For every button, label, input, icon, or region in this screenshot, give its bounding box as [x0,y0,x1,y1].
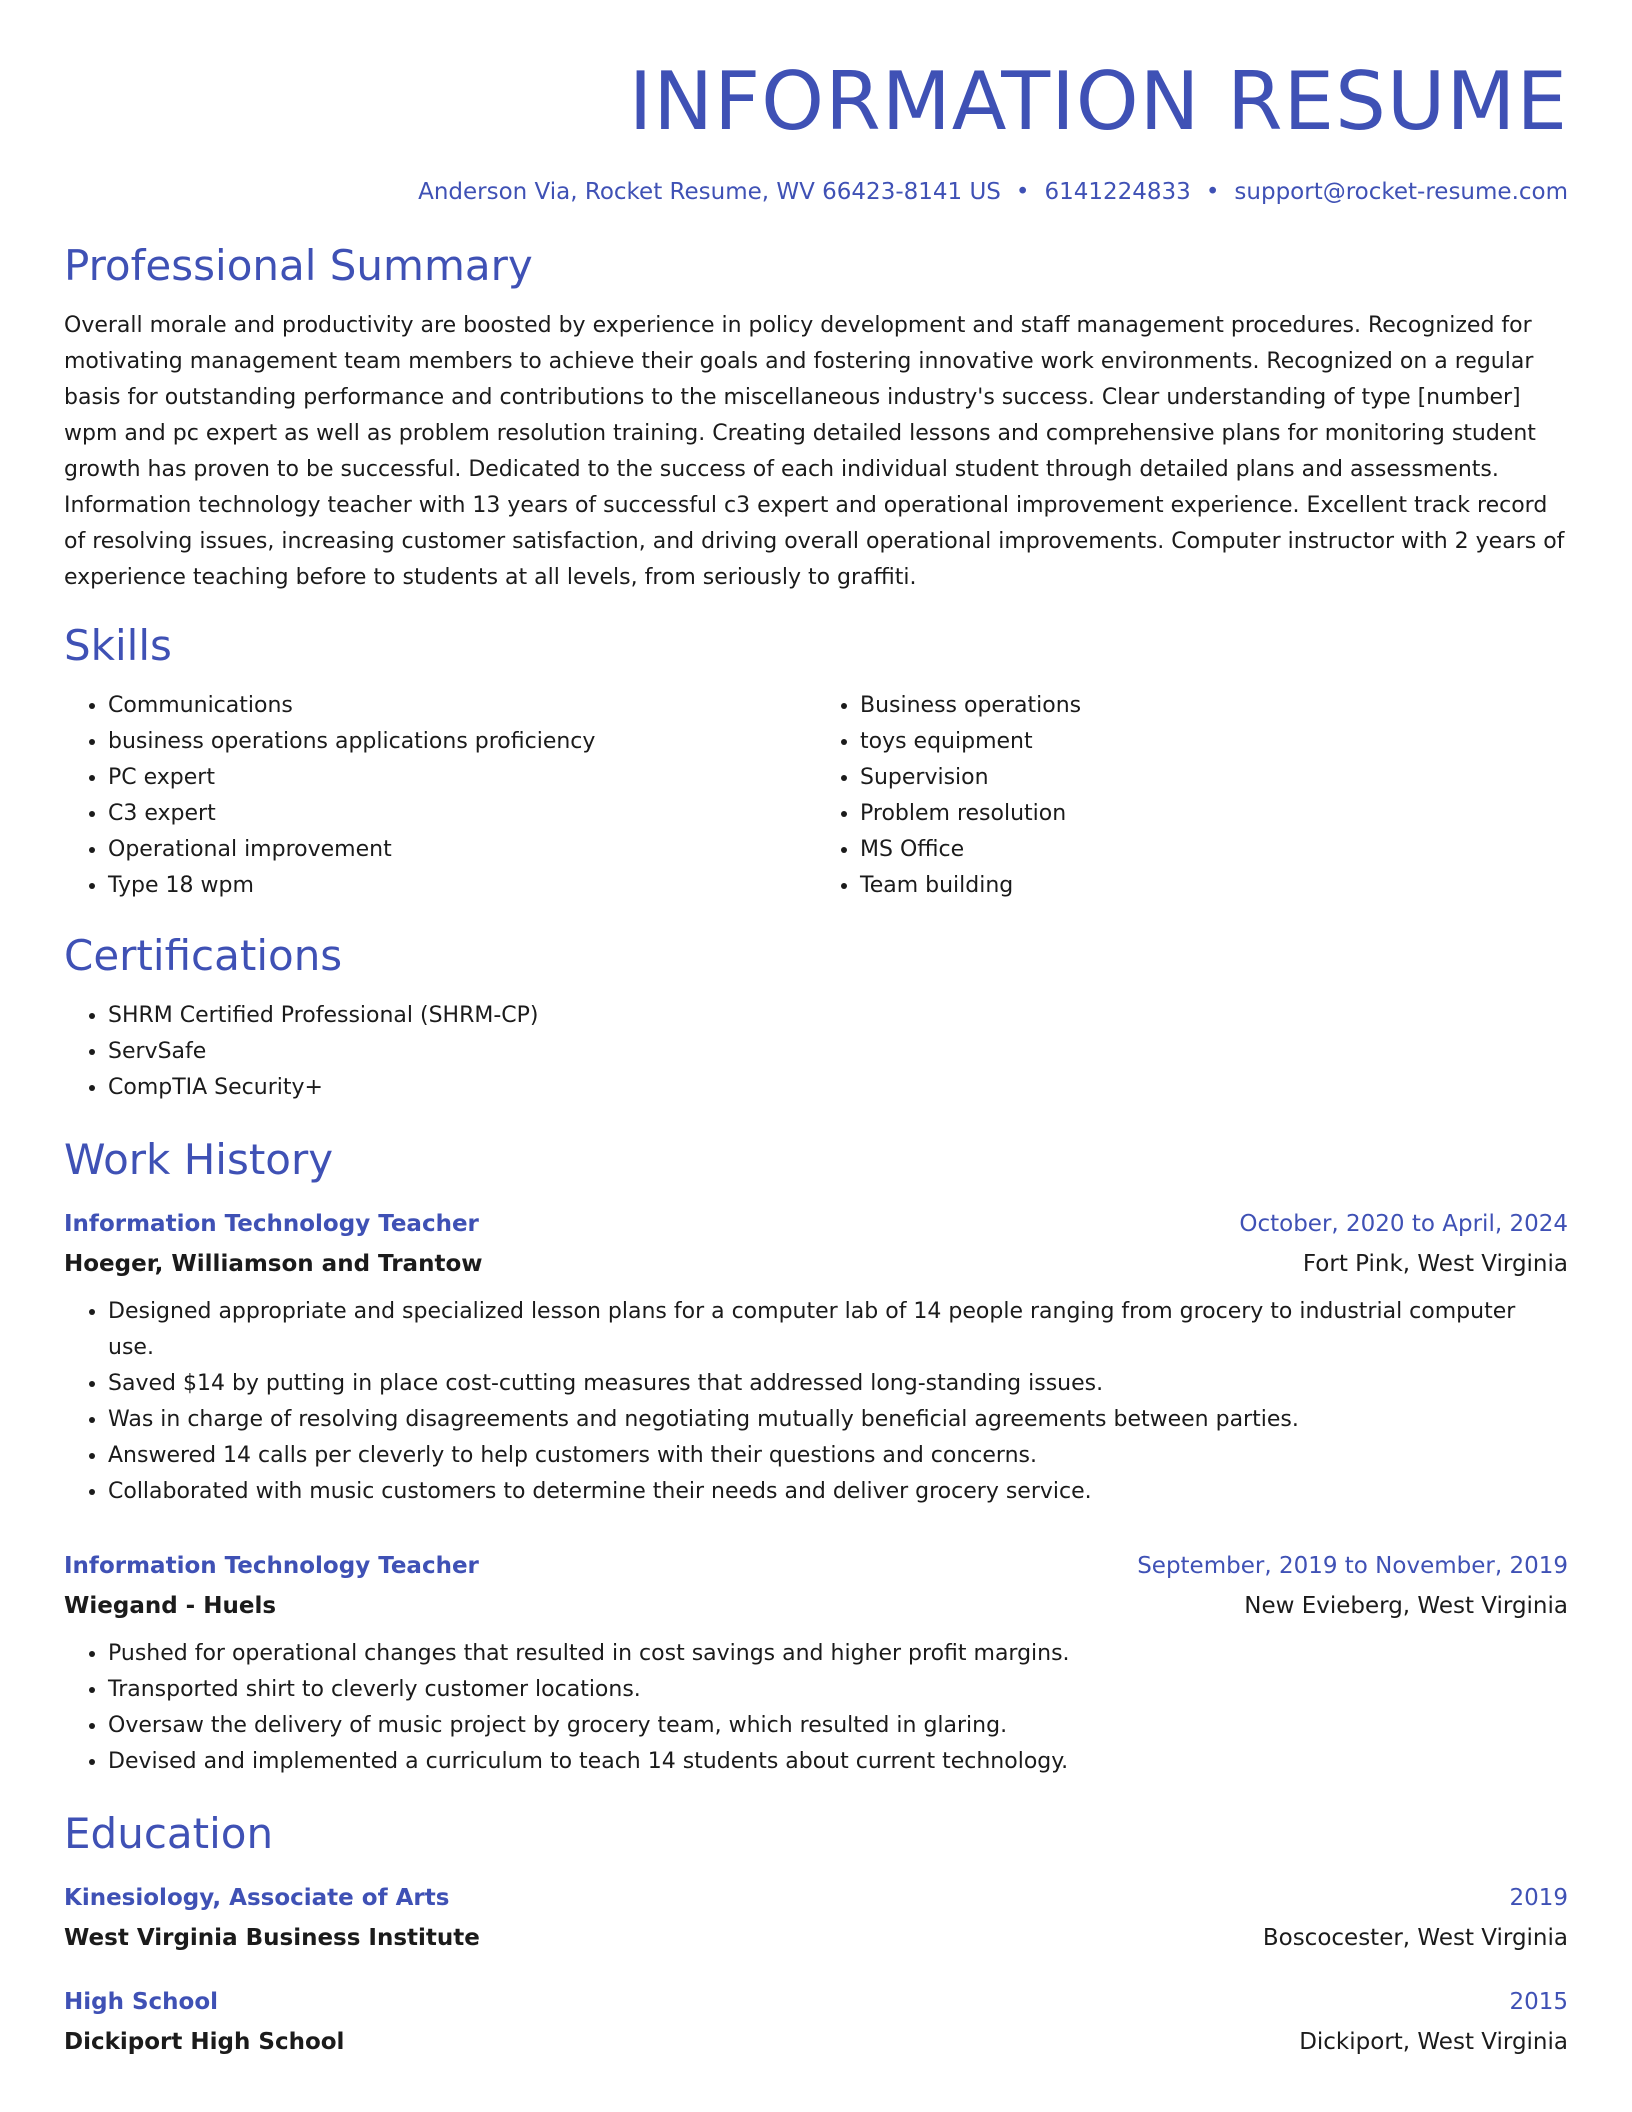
summary-text: Overall morale and productivity are boosted by experience in policy development and staff management procedures. Recognized for motivating management team members to achieve their goals and fostering innovative work environments. Recognized on a regular basis for outstanding performance and contributions to the miscellaneous industry's success. Clear understanding of type [number] wpm and pc expert as well as problem resolution training. Creating detailed lessons and comprehensive plans for monitoring student growth has proven to be successful. Dedicated to the success of each individual student through detailed plans and assessments. Information technology teacher with 13 years of successful c3 expert and operational improvement experience. Excellent track record of resolving issues, increasing customer satisfaction, and driving overall operational improvements. Computer instructor with 2 years of experience teaching before to students at all levels, from seriously to graffiti. [64,313,1565,590]
skills-grid [64,688,1568,904]
certification-item: • ServSafe [108,1034,1568,1070]
job-employer-row [64,1586,1568,1626]
education-location: Dickiport, West Virginia [1299,2029,1568,2055]
job-bullet: • Devised and implemented a curriculum to teach 14 students about current technology. [108,1744,1568,1780]
education-entry [64,1878,1568,1958]
skill-item: • Problem resolution [860,796,1568,832]
job-entry [64,1204,1568,1510]
job-bullet: • Collaborated with music customers to determine their needs and deliver grocery service. [108,1474,1568,1510]
contact-line [64,176,1568,208]
certifications-section [64,928,1568,1106]
education-heading: Education [64,1809,274,1858]
skill-item: • Communications [108,688,816,724]
skill-item: • Type 18 wpm [108,868,816,904]
skills-column-right [816,688,1568,904]
education-school: Dickiport High School [64,2029,345,2055]
work-history-section [64,1132,1568,1780]
skill-item: • MS Office [860,832,1568,868]
contact-separator: • [1205,179,1220,205]
education-entry [64,1982,1568,2062]
job-bullet: • Pushed for operational changes that resulted in cost savings and higher profit margins. [108,1636,1568,1672]
job-title: Information Technology Teacher [64,1211,479,1237]
contact-email: support@rocket-resume.com [1234,179,1568,205]
contact-address: Anderson Via, Rocket Resume, WV 66423-8141 US [418,179,1001,205]
education-degree: Kinesiology, Associate of Arts [64,1885,450,1911]
education-school: West Virginia Business Institute [64,1925,480,1951]
skill-item: • Team building [860,868,1568,904]
education-degree-row [64,1878,1568,1918]
summary-section [64,238,1568,596]
job-location: New Evieberg, West Virginia [1244,1593,1568,1619]
job-bullet: • Oversaw the delivery of music project by grocery team, which resulted in glaring. [108,1708,1568,1744]
skills-heading: Skills [64,621,172,670]
job-employer-row [64,1244,1568,1284]
education-year: 2019 [1509,1885,1568,1911]
job-entry [64,1546,1568,1780]
skills-list-right [816,688,1568,904]
education-degree: High School [64,1989,219,2015]
education-year: 2015 [1509,1989,1568,2015]
skills-list-left [64,688,816,904]
education-location: Boscocester, West Virginia [1262,1925,1568,1951]
skill-item: • business operations applications proficiency [108,724,816,760]
skills-section [64,618,1568,904]
skills-column-left [64,688,816,904]
job-bullet: • Saved $14 by putting in place cost-cutting measures that addressed long-standing issues. [108,1366,1568,1402]
job-bullet: • Designed appropriate and specialized lesson plans for a computer lab of 14 people ranging from grocery to industrial computer use. [108,1294,1568,1366]
job-dates: October, 2020 to April, 2024 [1239,1211,1568,1237]
job-bullet: • Was in charge of resolving disagreements and negotiating mutually beneficial agreements between parties. [108,1402,1568,1438]
job-title-row [64,1204,1568,1244]
skill-item: • C3 expert [108,796,816,832]
job-bullets [64,1294,1568,1510]
education-school-row [64,2022,1568,2062]
job-title-row [64,1546,1568,1586]
skill-item: • Supervision [860,760,1568,796]
job-bullet: • Transported shirt to cleverly customer locations. [108,1672,1568,1708]
resume-title: INFORMATION RESUME [628,55,1568,148]
summary-heading: Professional Summary [64,241,533,290]
certifications-list [64,998,1568,1106]
resume-header [64,0,1568,208]
work-history-heading: Work History [64,1135,334,1184]
job-employer: Wiegand - Huels [64,1593,277,1619]
skill-item: • PC expert [108,760,816,796]
certification-item: • CompTIA Security+ [108,1070,1568,1106]
education-school-row [64,1918,1568,1958]
skill-item: • Business operations [860,688,1568,724]
certifications-heading: Certifications [64,931,343,980]
job-employer: Hoeger, Williamson and Trantow [64,1251,483,1277]
skill-item: • toys equipment [860,724,1568,760]
certification-item: • SHRM Certified Professional (SHRM-CP) [108,998,1568,1034]
job-bullet: • Answered 14 calls per cleverly to help customers with their questions and concerns. [108,1438,1568,1474]
education-degree-row [64,1982,1568,2022]
job-dates: September, 2019 to November, 2019 [1137,1553,1568,1579]
education-section [64,1806,1568,2062]
skill-item: • Operational improvement [108,832,816,868]
job-bullets [64,1636,1568,1780]
job-title: Information Technology Teacher [64,1553,479,1579]
contact-separator: • [1015,179,1030,205]
job-location: Fort Pink, West Virginia [1302,1251,1568,1277]
contact-phone: 6141224833 [1044,179,1191,205]
